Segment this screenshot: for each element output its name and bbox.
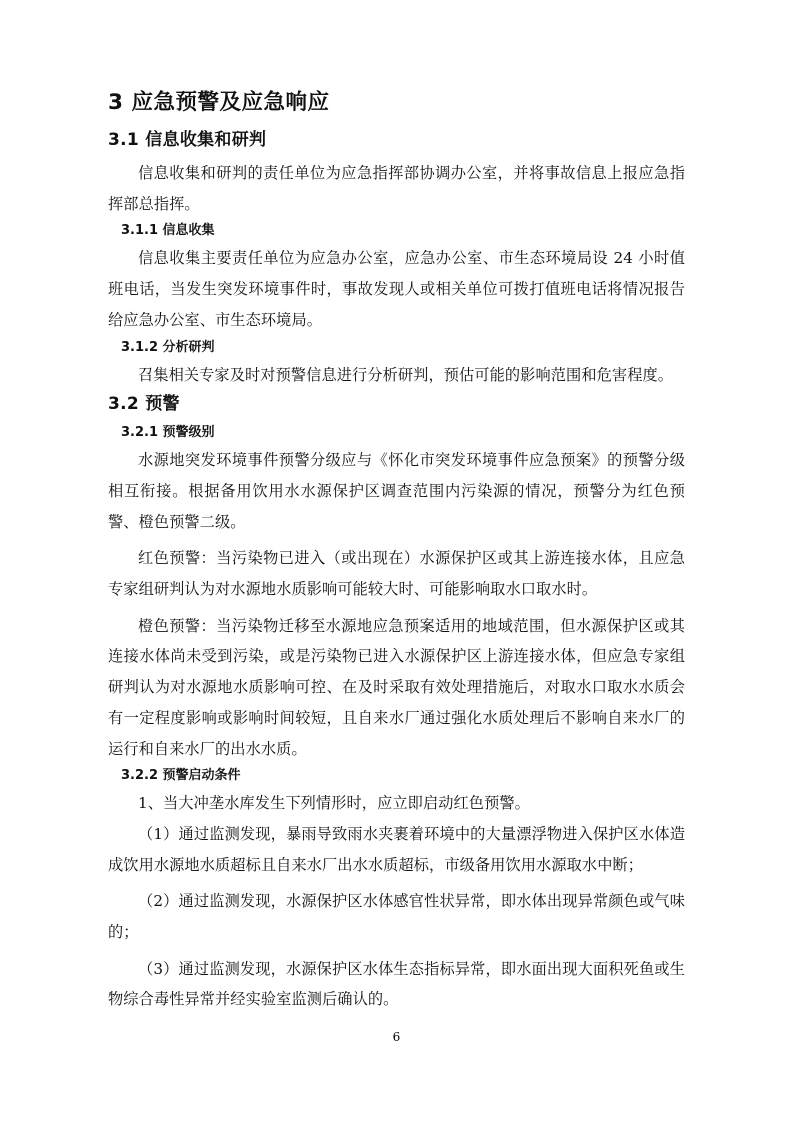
chapter-title: 3 应急预警及应急响应 <box>108 90 330 115</box>
section-3-2-2-sub-2: （2）通过监测发现，水源保护区水体感官性状异常，即水体出现异常颜色或气味的； <box>108 892 685 942</box>
section-3-2-1-paragraph-orange: 橙色预警：当污染物迁移至水源地应急预案适用的地域范围，但水源保护区或其连接水体尚未受到污染，或是污染物已进入水源保护区上游连接水体，但应急专家组研判认为对水源地水质影响可控、在及时采取有效处理措施后，对取水口取水水质会有一定程度影响或影响时间较短，且自来水厂通过强化水质处理后不影响自来水厂的运行和自来水厂的出水水质。 <box>108 616 685 758</box>
section-3-2-2-sub-3: （3）通过监测发现，水源保护区水体生态指标异常，即水面出现大面积死鱼或生物综合毒性异常并经实验室监测后确认的。 <box>108 959 685 1009</box>
section-3-2-1-paragraph-red: 红色预警：当污染物已进入（或出现在）水源保护区或其上游连接水体，且应急专家组研判认为对水源地水质影响可能较大时、可能影响取水口取水时。 <box>108 549 685 599</box>
section-3-2-2-sub-1: （1）通过监测发现，暴雨导致雨水夹裹着环境中的大量漂浮物进入保护区水体造成饮用水源地水质超标且自来水厂出水水质超标，市级备用饮用水源取水中断； <box>108 824 685 874</box>
section-3-1-1-text: 信息收集主要责任单位为应急办公室，应急办公室、市生态环境局设 24 小时值班电话，当发生突发环境事件时，事故发现人或相关单位可拨打值班电话将情况报告给应急办公室、市生态环境局。 <box>108 249 685 329</box>
section-3-2-2-item-1: 1、当大冲垄水库发生下列情形时，应立即启动红色预警。 <box>138 794 530 813</box>
page-number: 6 <box>392 1030 401 1044</box>
section-3-2-1-title: 3.2.1 预警级别 <box>121 425 215 441</box>
section-3-2-1-paragraph-1: 水源地突发环境事件预警分级应与《怀化市突发环境事件应急预案》的预警分级相互衔接。根据备用饮用水水源保护区调查范围内污染源的情况，预警分为红色预警、橙色预警二级。 <box>108 451 685 531</box>
section-3-1-1-title: 3.1.1 信息收集 <box>121 223 215 239</box>
section-3-2-2-title: 3.2.2 预警启动条件 <box>121 768 241 784</box>
section-3-1-2-title: 3.1.2 分析研判 <box>121 339 215 355</box>
section-3-1-title: 3.1 信息收集和研判 <box>108 130 267 150</box>
section-3-1-2-text: 召集相关专家及时对预警信息进行分析研判，预估可能的影响范围和危害程度。 <box>138 365 674 384</box>
section-3-2-title: 3.2 预警 <box>108 394 180 415</box>
section-3-1-intro: 信息收集和研判的责任单位为应急指挥部协调办公室，并将事故信息上报应急指挥部总指挥。 <box>108 164 685 213</box>
